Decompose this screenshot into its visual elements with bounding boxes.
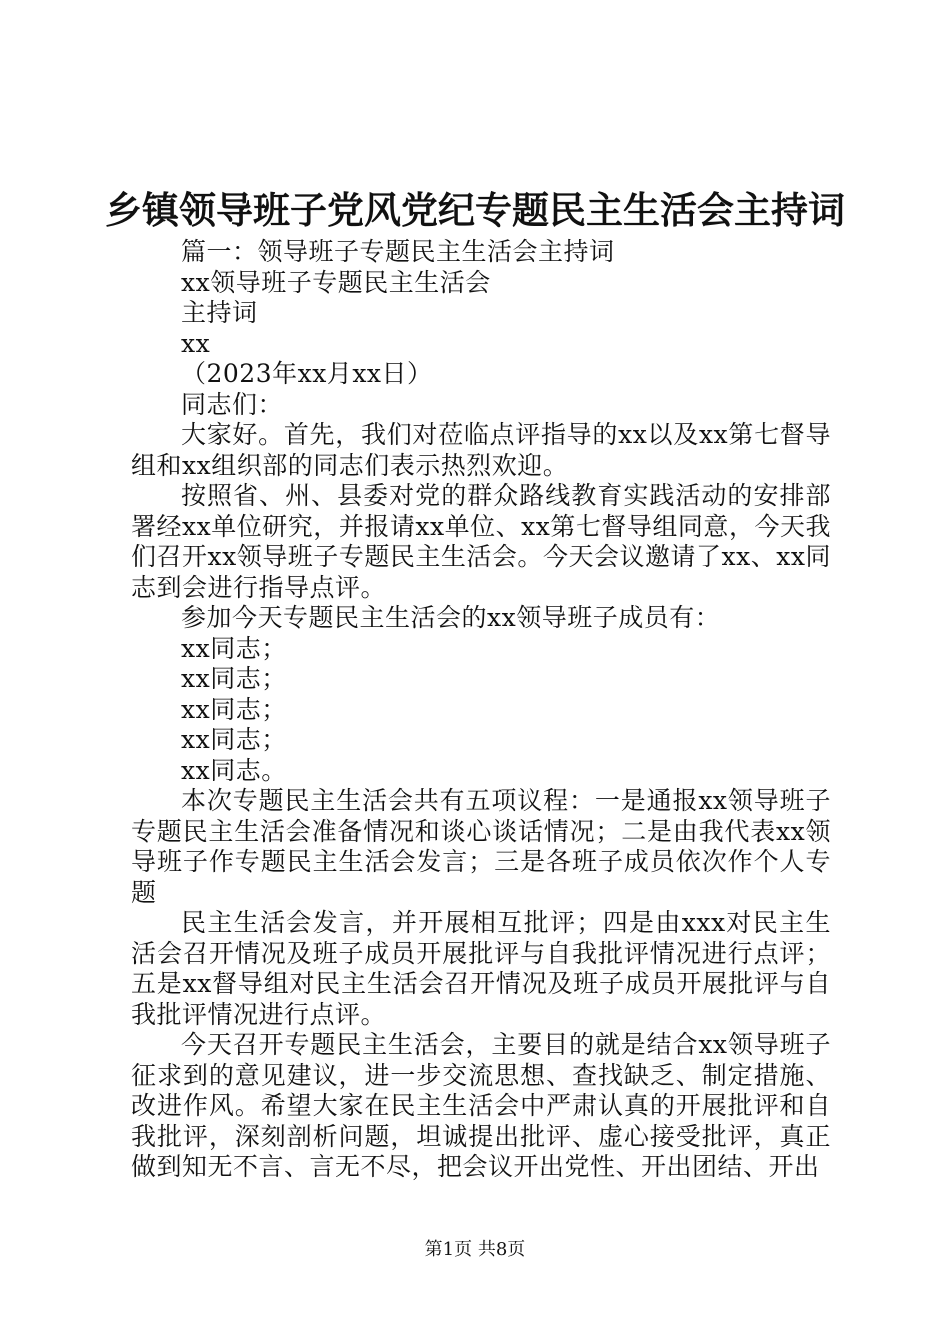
paragraph: 今天召开专题民主生活会，主要目的就是结合xx领导班子征求到的意见建议，进一步交流思想、查找缺乏、制定措施、改进作风。希望大家在民主生活会中严肃认真的开展批评和自我批评，深刻剖析问题，坦诚提出批评、虚心接受批评，真正做到知无不言、言无不尽，把会议开出党性、开出团结、开出 <box>131 1030 831 1181</box>
paragraph: xx同志； <box>181 694 287 724</box>
document-title: 乡镇领导班子党风党纪专题民主生活会主持词 <box>105 189 845 232</box>
paragraph: xx同志； <box>181 725 287 754</box>
paragraph: xx领导班子专题民主生活会 <box>181 267 491 297</box>
paragraph: xx同志； <box>181 664 287 693</box>
paragraph: 主持词 <box>181 298 258 327</box>
paragraph: xx同志。 <box>181 755 287 785</box>
paragraph: 按照省、州、县委对党的群众路线教育实践活动的安排部署经xx单位研究，并报请xx单位、xx第七督导组同意，今天我们召开xx领导班子专题民主生活会。今天会议邀请了xx、xx同志到会进行指导点评。 <box>131 481 831 602</box>
paragraph: 参加今天专题民主生活会的xx领导班子成员有： <box>181 603 721 632</box>
paragraph: 同志们： <box>181 389 284 419</box>
paragraph: 本次专题民主生活会共有五项议程：一是通报xx领导班子专题民主生活会准备情况和谈心谈话情况；二是由我代表xx领导班子作专题民主生活会发言；三是各班子成员依次作个人专题 <box>131 786 831 907</box>
document-body <box>131 237 831 1183</box>
paragraph: 大家好。首先，我们对莅临点评指导的xx以及xx第七督导组和xx组织部的同志们表示热烈欢迎。 <box>131 420 831 480</box>
paragraph: 民主生活会发言，并开展相互批评；四是由xxx对民主生活会召开情况及班子成员开展批评与自我批评情况进行点评；五是xx督导组对民主生活会召开情况及班子成员开展批评与自我批评情况进行点评。 <box>131 908 831 1029</box>
page-footer: 第1页 共8页 <box>424 1239 526 1260</box>
paragraph: xx <box>181 328 211 358</box>
paragraph: 篇一：领导班子专题民主生活会主持词 <box>181 237 615 266</box>
paragraph: （2023年xx月xx日） <box>181 359 433 388</box>
paragraph: xx同志； <box>181 633 287 663</box>
